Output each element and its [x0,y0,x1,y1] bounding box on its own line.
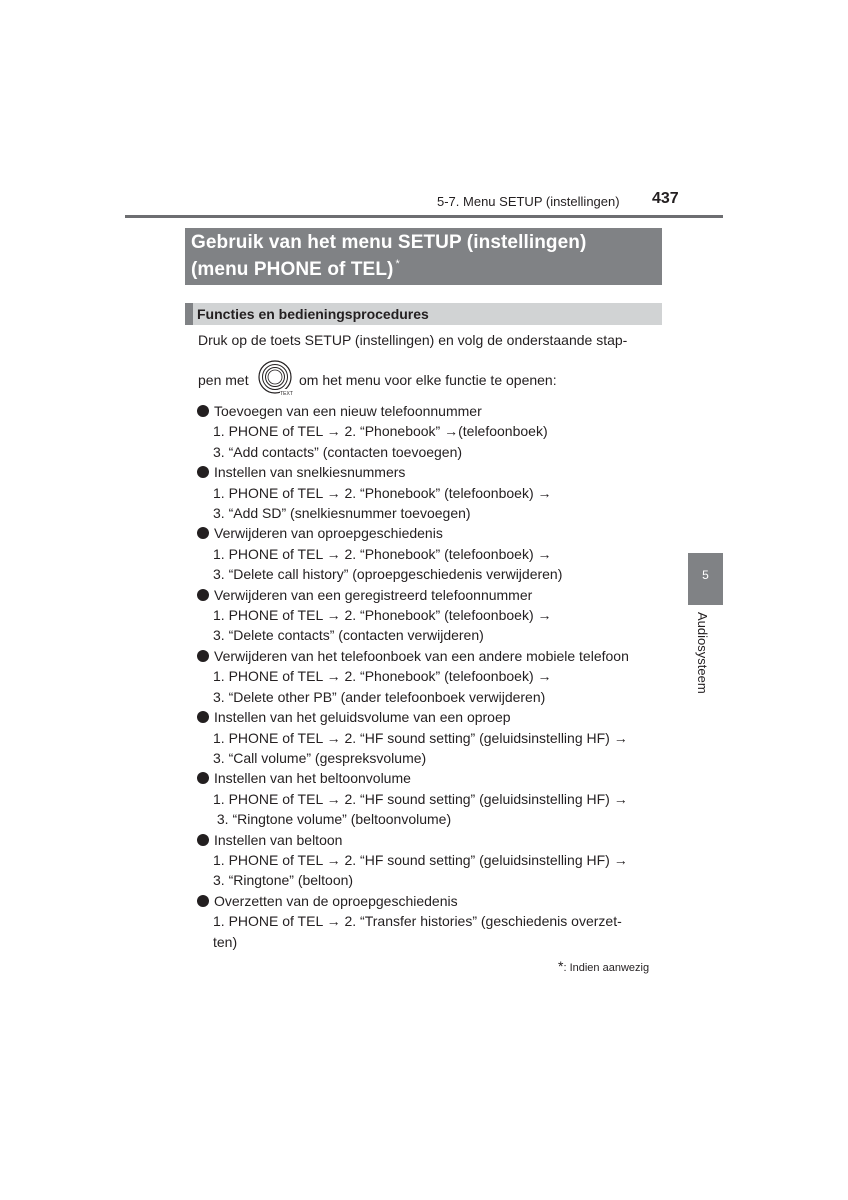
list-item-step: 3. “Delete call history” (oproepgeschiedenis verwijderen) [213,566,563,583]
section-title-line-2 [191,258,400,281]
list-item-step: 1. PHONE of TEL → 2. “Phonebook” (telefoonboek) → [213,484,552,501]
bullet-icon [197,466,209,478]
footnote [558,958,649,974]
list-item-step: 1. PHONE of TEL → 2. “Transfer histories” (geschiedenis overzet- [213,913,622,930]
list-item [196,707,666,768]
bullet-icon [197,527,209,539]
bullet-icon [197,772,209,784]
bullet-icon [197,650,209,662]
function-list [196,401,666,952]
subheading-label: Functies en bedieningsprocedures [197,306,429,322]
list-item [196,523,666,584]
intro-line-2-end: om het menu voor elke functie te openen: [299,372,557,388]
list-item-step: 3. “Add contacts” (contacten toevoegen) [213,443,463,460]
running-header: 5-7. Menu SETUP (instellingen) [437,194,620,209]
list-item-step: 1. PHONE of TEL → 2. “HF sound setting” (geluidsinstelling HF) → [213,790,628,807]
list-item-step: ten) [213,933,238,950]
list-item-label: Instellen van het beltoonvolume [214,770,411,787]
chapter-label: Audiosysteem [695,612,710,694]
list-item [196,462,666,523]
list-item [196,646,666,707]
list-item [196,830,666,891]
list-item-step: 3. “Ringtone volume” (beltoonvolume) [213,811,452,828]
list-item-label: Instellen van beltoon [214,831,343,848]
list-item-step: 1. PHONE of TEL → 2. “Phonebook” (telefoonboek) → [213,607,552,624]
list-item-label: Instellen van het geluidsvolume van een oproep [214,709,511,726]
bullet-icon [197,711,209,723]
list-item [196,891,666,952]
list-item-step: 3. “Call volume” (gespreksvolume) [213,749,427,766]
list-item-step: 1. PHONE of TEL → 2. “Phonebook” →(telefoonboek) [213,423,548,440]
list-item-step: 1. PHONE of TEL → 2. “HF sound setting” (geluidsinstelling HF) → [213,851,628,868]
subheading-bar [185,303,662,325]
header-divider [125,215,723,218]
list-item-step: 1. PHONE of TEL → 2. “HF sound setting” (geluidsinstelling HF) → [213,729,628,746]
list-item-label: Toevoegen van een nieuw telefoonnummer [214,403,482,419]
list-item-label: Overzetten van de oproepgeschiedenis [214,892,458,909]
list-item-step: 1. PHONE of TEL → 2. “Phonebook” (telefoonboek) → [213,668,552,685]
tune-knob-icon [257,360,293,396]
chapter-number: 5 [702,568,709,582]
list-item [196,401,666,462]
chapter-tab [688,553,723,605]
list-item-step: 3. “Delete contacts” (contacten verwijderen) [213,627,484,644]
intro-line-1: Druk op de toets SETUP (instellingen) en volg de onderstaande stap- [198,332,628,348]
list-item-label: Verwijderen van oproepgeschiedenis [214,525,443,542]
footnote-marker: * [558,958,564,974]
subheading-accent [185,303,193,325]
section-title-box [185,228,662,285]
availability-marker: * [395,258,400,270]
section-title-line-1: Gebruik van het menu SETUP (instellingen) [191,232,587,253]
list-item-step: 3. “Add SD” (snelkiesnummer toevoegen) [213,505,471,522]
section-title-line-2-text: (menu PHONE of TEL) [191,259,394,280]
list-item-label: Verwijderen van het telefoonboek van een andere mobiele telefoon [214,647,629,664]
intro-line-2-start: pen met [198,372,249,388]
list-item-step: 3. “Ringtone” (beltoon) [213,872,354,889]
list-item [196,768,666,829]
bullet-icon [197,895,209,907]
list-item-step: 3. “Delete other PB” (ander telefoonboek verwijderen) [213,688,546,705]
list-item-label: Instellen van snelkiesnummers [214,464,406,481]
bullet-icon [197,405,209,417]
list-item-label: Verwijderen van een geregistreerd telefoonnummer [214,586,533,603]
bullet-icon [197,589,209,601]
page-number: 437 [652,190,679,207]
knob-label: TEXT [280,391,293,396]
footnote-text: : Indien aanwezig [563,962,650,974]
bullet-icon [197,834,209,846]
list-item-step: 1. PHONE of TEL → 2. “Phonebook” (telefoonboek) → [213,545,552,562]
list-item [196,585,666,646]
